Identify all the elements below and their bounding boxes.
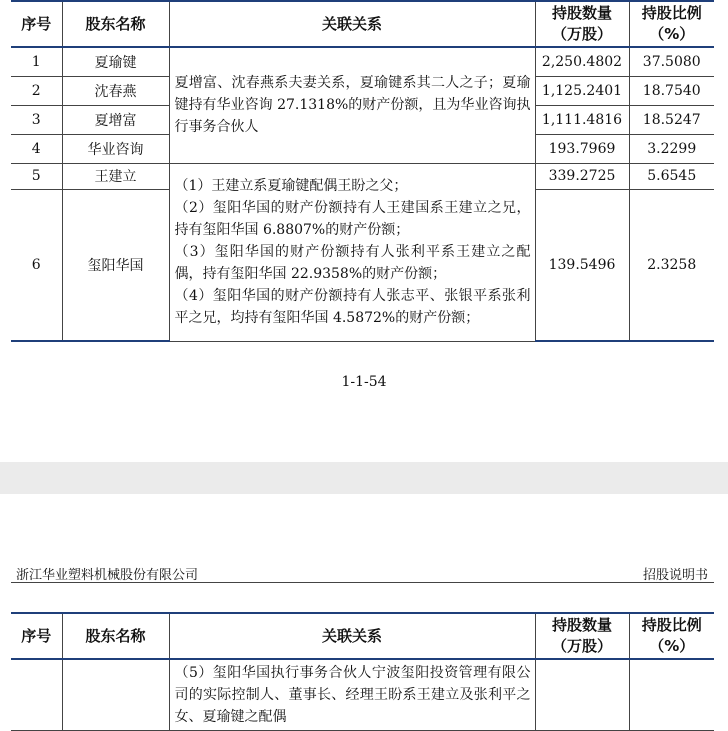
cell-shares: 2,250.4802 — [535, 47, 629, 76]
col-shares — [535, 1, 629, 47]
col-ratio-l1: 持股比例 — [641, 616, 702, 634]
page-gap — [0, 462, 728, 494]
col-shares-l2: （万股） — [551, 637, 612, 655]
cell-ratio — [629, 659, 714, 731]
col-relation: 关联关系 — [169, 613, 535, 659]
col-seq: 序号 — [11, 613, 62, 659]
page-bottom — [0, 494, 728, 731]
table-row — [11, 163, 714, 189]
cell-ratio: 3.2299 — [629, 134, 714, 163]
col-ratio — [629, 613, 714, 659]
col-ratio — [629, 1, 714, 47]
col-name: 股东名称 — [62, 613, 169, 659]
col-shares — [535, 613, 629, 659]
cell-seq — [11, 659, 62, 731]
col-ratio-l2: （%） — [649, 637, 695, 655]
col-shares-l1: 持股数量 — [551, 4, 612, 22]
col-shares-l2: （万股） — [551, 25, 612, 43]
col-ratio-l1: 持股比例 — [641, 4, 702, 22]
document-type: 招股说明书 — [642, 568, 708, 583]
col-seq: 序号 — [11, 1, 62, 47]
cell-shares: 339.2725 — [535, 163, 629, 189]
cell-seq: 4 — [11, 134, 62, 163]
cell-name: 夏瑜键 — [62, 47, 169, 76]
col-name: 股东名称 — [62, 1, 169, 47]
cell-relation-group1: 夏增富、沈春燕系夫妻关系，夏瑜键系其二人之子；夏瑜键持有华业咨询 27.1318%的财产份额，且为华业咨询执行事务合伙人 — [169, 47, 535, 163]
cell-seq: 3 — [11, 105, 62, 134]
table-row — [11, 659, 714, 731]
cell-name: 王建立 — [62, 163, 169, 189]
cell-shares: 1,125.2401 — [535, 76, 629, 105]
cell-name: 沈春燕 — [62, 76, 169, 105]
cell-shares — [535, 659, 629, 731]
relation-item: （4）玺阳华国的财产份额持有人张志平、张银平系张利平之兄，均持有玺阳华国 4.5872%的财产份额； — [174, 288, 531, 326]
cell-shares: 1,111.4816 — [535, 105, 629, 134]
cell-ratio: 5.6545 — [629, 163, 714, 189]
relation-item: （3）玺阳华国的财产份额持有人张利平系王建立之配偶，持有玺阳华国 22.9358%的财产份额； — [174, 244, 531, 282]
cell-ratio: 37.5080 — [629, 47, 714, 76]
cell-name — [62, 659, 169, 731]
cell-ratio: 2.3258 — [629, 189, 714, 341]
shareholder-table-continued — [11, 612, 714, 731]
col-shares-l1: 持股数量 — [551, 616, 612, 634]
cell-name: 华业咨询 — [62, 134, 169, 163]
relation-item: （2）玺阳华国的财产份额持有人王建国系王建立之兄，持有玺阳华国 6.8807%的财产份额； — [174, 200, 531, 238]
table-row — [11, 47, 714, 76]
cell-relation-cont: （5）玺阳华国执行事务合伙人宁波玺阳投资管理有限公司的实际控制人、董事长、经理王盼系王建立及张利平之女、夏瑜键之配偶 — [169, 659, 535, 731]
cell-shares: 139.5496 — [535, 189, 629, 341]
relation-item: （1）王建立系夏瑜键配偶王盼之父； — [174, 178, 408, 194]
cell-shares: 193.7969 — [535, 134, 629, 163]
company-name: 浙江华业塑料机械股份有限公司 — [16, 568, 199, 583]
cell-ratio: 18.5247 — [629, 105, 714, 134]
cell-name: 夏增富 — [62, 105, 169, 134]
cell-relation-group2 — [169, 163, 535, 341]
col-ratio-l2: （%） — [649, 25, 695, 43]
cell-ratio: 18.7540 — [629, 76, 714, 105]
cell-seq: 2 — [11, 76, 62, 105]
cell-seq: 1 — [11, 47, 62, 76]
table-header-row — [11, 1, 714, 47]
shareholder-table — [11, 0, 714, 342]
header-divider — [11, 582, 714, 583]
cell-seq: 5 — [11, 163, 62, 189]
cell-seq: 6 — [11, 189, 62, 341]
col-relation: 关联关系 — [169, 1, 535, 47]
cell-name: 玺阳华国 — [62, 189, 169, 341]
table-header-row — [11, 613, 714, 659]
page-number: 1-1-54 — [341, 374, 387, 390]
